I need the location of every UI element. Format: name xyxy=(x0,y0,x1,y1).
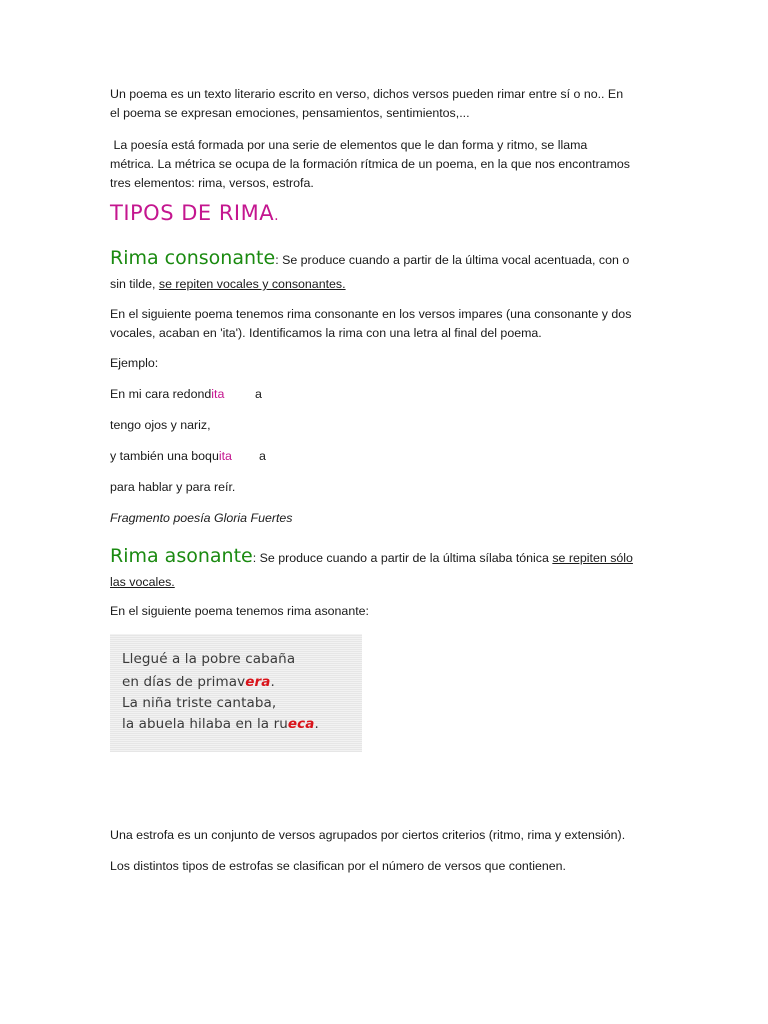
consonante-explain-line1: En el siguiente poema tenemos rima consonante en los versos impares (una consonante y dos xyxy=(110,307,632,321)
asonante-desc-a: : Se produce cuando a partir de la última sílaba tónica xyxy=(252,551,553,565)
intro-paragraph-1 xyxy=(110,85,670,123)
intro-p2-line1: La poesía está formada por una serie de elementos que le dan forma y ritmo, se llama xyxy=(110,138,588,152)
verse-1-rhyme: ita xyxy=(211,387,225,401)
consonante-desc-a: : Se produce cuando a partir de la última vocal acentuada, con o xyxy=(275,253,630,267)
poem-line-2-end: . xyxy=(270,674,275,690)
poem-source: Fragmento poesía Gloria Fuertes xyxy=(110,511,293,525)
verse-1-text: En mi cara redond xyxy=(110,387,212,401)
consonante-explain-line2: vocales, acaban en 'ita'). Identificamos la rima con una letra al final del poema. xyxy=(110,326,542,340)
consonante-definition xyxy=(110,246,670,296)
poem-line-2-rhyme: era xyxy=(245,674,271,690)
verse-3-rhyme-letter: a xyxy=(259,449,266,463)
intro-p1-line1: Un poema es un texto literario escrito en verso, dichos versos pueden rimar entre sí o no.. En xyxy=(110,87,624,101)
verse-3-rhyme: ita xyxy=(218,449,232,463)
poem-line-2-text: en días de primav xyxy=(122,674,246,690)
verse-3-text: y también una boqu xyxy=(110,449,219,463)
poem-line-4-end: . xyxy=(314,716,319,732)
poem-line-4-text: la abuela hilaba en la ru xyxy=(122,716,288,732)
asonante-definition xyxy=(110,544,670,594)
poem-line-1: Llegué a la pobre cabaña xyxy=(122,651,296,667)
consonante-explanation xyxy=(110,305,670,343)
ejemplo-label: Ejemplo: xyxy=(110,356,159,370)
estrofa-types: Los distintos tipos de estrofas se clasifican por el número de versos que contienen. xyxy=(110,859,566,873)
poem-line-2 xyxy=(122,674,275,690)
consonante-heading: Rima consonante xyxy=(110,247,276,269)
poem-line-3: La niña triste cantaba, xyxy=(122,695,277,711)
tipos-title-dot: . xyxy=(274,208,280,224)
intro-p2-line2: métrica. La métrica se ocupa de la formación rítmica de un poema, en la que nos encontramos xyxy=(110,157,630,171)
estrofa-definition: Una estrofa es un conjunto de versos agrupados por ciertos criterios (ritmo, rima y extensión). xyxy=(110,828,626,842)
asonante-heading: Rima asonante xyxy=(110,545,253,567)
verse-3 xyxy=(110,447,670,466)
intro-p1-line2: el poema se expresan emociones, pensamientos, sentimientos,... xyxy=(110,106,470,120)
intro-p2-line3: tres elementos: rima, versos, estrofa. xyxy=(110,176,314,190)
asonante-desc-underlined-1: se repiten sólo xyxy=(552,551,633,565)
consonante-desc-underlined: se repiten vocales y consonantes. xyxy=(158,277,346,291)
asonante-desc-underlined-2: las vocales. xyxy=(110,575,175,589)
asonante-explanation: En el siguiente poema tenemos rima asonante: xyxy=(110,604,369,618)
tipos-de-rima-title xyxy=(110,201,279,225)
verse-1 xyxy=(110,385,670,404)
intro-paragraph-2 xyxy=(110,136,670,193)
verse-2: tengo ojos y nariz, xyxy=(110,418,211,432)
poem-line-4 xyxy=(122,716,319,732)
verse-4: para hablar y para reír. xyxy=(110,480,236,494)
asonante-poem-image xyxy=(110,634,362,752)
verse-1-rhyme-letter: a xyxy=(255,387,262,401)
consonante-desc-b: sin tilde, xyxy=(110,277,159,291)
poem-line-4-rhyme: eca xyxy=(287,716,315,732)
tipos-title-text: TIPOS DE RIMA xyxy=(110,201,275,225)
